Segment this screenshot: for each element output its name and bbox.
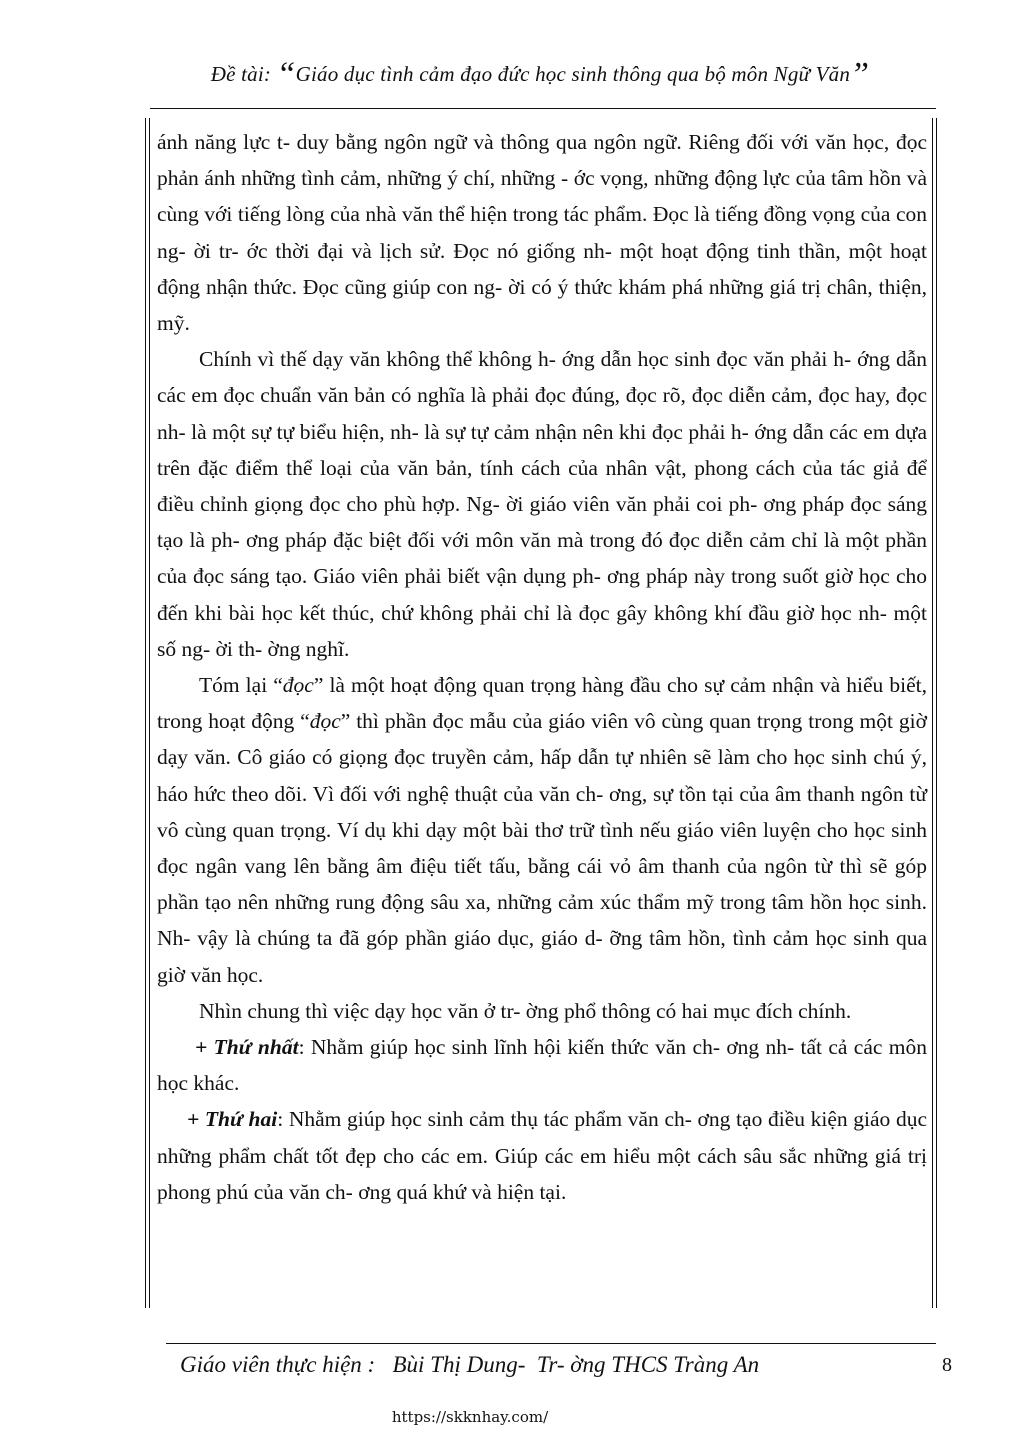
header-prefix: Đề tài: <box>210 62 277 86</box>
paragraph-2: Chính vì thế dạy văn không thể không h- ớng dẫn học sinh đọc văn phải h- ớng dẫn các em đọc chuẩn văn bản có nghĩa là phải đọc đúng, đọc rõ, đọc diễn cảm, đọc hay, đọc nh- là một sự tự biểu hiện, nh- là sự tự cảm nhận nên khi đọc phải h- ớng dẫn các em dựa trên đặc điểm thể loại của văn bản, tính cách của nhân vật, phong cách của tác giả để điều chỉnh giọng đọc cho phù hợp. Ng- ời giáo viên văn phải coi ph- ơng pháp đọc sáng tạo là ph- ơng pháp đặc biệt đối với môn văn mà trong đó đọc diễn cảm chỉ là một phần của đọc sáng tạo. Giáo viên phải biết vận dụng ph- ơng pháp này trong suốt giờ học cho đến khi bài học kết thúc, chứ không phải chỉ là đọc gây không khí đầu giờ học nh- một số ng- ời th- ờng nghĩ. <box>157 347 927 661</box>
p6-label: + Thứ hai <box>187 1107 278 1132</box>
paragraph-6 <box>157 1101 927 1210</box>
p3-part-b: ” là một hoạt động quan trọng hàng đầu cho sự cảm nhận và hiểu biết, trong hoạt động “ <box>157 673 927 734</box>
p5-label: + Thứ nhất <box>195 1035 299 1060</box>
header-title: Giáo dục tình cảm đạo đức học sinh thông qua bộ môn Ngữ Văn <box>295 62 851 86</box>
header-rule <box>150 108 936 109</box>
left-border <box>145 118 150 1308</box>
paragraph-5 <box>157 1029 927 1101</box>
paragraph-4: Nhìn chung thì việc dạy học văn ở tr- ờng phổ thông có hai mục đích chính. <box>199 998 852 1023</box>
header-open-quote: “ <box>276 56 296 93</box>
footer-rule <box>166 1343 936 1344</box>
p6-text: : Nhằm giúp học sinh cảm thụ tác phẩm văn ch- ơng tạo điều kiện giáo dục những phẩm chất tốt đẹp cho các em. Giúp các em hiểu một cách sâu sắc những giá trị phong phú của văn ch- ơng quá khứ và hiện tại. <box>157 1107 928 1204</box>
p3-part-c: ” thì phần đọc mẫu của giáo viên vô cùng quan trọng trong một giờ dạy văn. Cô giáo có giọng đọc truyền cảm, hấp dẫn tự nhiên sẽ làm cho học sinh chú ý, háo hức theo dõi. Vì đối với nghệ thuật của văn ch- ơng, sự tồn tại của âm thanh ngôn từ vô cùng quan trọng. Ví dụ khi dạy một bài thơ trữ tình nếu giáo viên luyện cho học sinh đọc ngân vang lên bằng âm điệu tiết tấu, bằng cái vỏ âm thanh của ngôn từ thì sẽ góp phần tạo nên những rung động sâu xa, những cảm xúc thẩm mỹ trong tâm hồn học sinh. Nh- vậy là chúng ta đã góp phần giáo dục, giáo d- ỡng tâm hồn, tình cảm học sinh qua giờ văn học. <box>157 709 927 987</box>
source-url[interactable]: https://skknhay.com/ <box>391 1408 549 1426</box>
right-border <box>932 118 937 1308</box>
p3-emphasis-1: đọc <box>282 673 314 698</box>
p3-part-a: Tóm lại “ <box>199 673 283 698</box>
document-body <box>157 124 927 1210</box>
footer-teacher: Giáo viên thực hiện : Bùi Thị Dung- Tr- ờng THCS Tràng An <box>180 1352 760 1377</box>
p5-text: : Nhằm giúp học sinh lĩnh hội kiến thức văn ch- ơng nh- tất cả các môn học khác. <box>157 1035 927 1096</box>
p3-emphasis-2: đọc <box>309 709 341 734</box>
header-close-quote: ” <box>850 56 870 93</box>
paragraph-1: ánh năng lực t- duy bằng ngôn ngữ và thông qua ngôn ngữ. Riêng đối với văn học, đọc phản ánh những tình cảm, những ý chí, những - ớc vọng, những động lực của tâm hồn và cùng với tiếng lòng của nhà văn thể hiện trong tác phẩm. Đọc là tiếng đồng vọng của con ng- ời tr- ớc thời đại và lịch sử. Đọc nó giống nh- một hoạt động tinh thần, một hoạt động nhận thức. Đọc cũng giúp con ng- ời có ý thức khám phá những giá trị chân, thiện, mỹ. <box>157 130 927 336</box>
paragraph-3 <box>157 667 927 993</box>
page-header <box>160 56 920 93</box>
page-number: 8 <box>942 1354 952 1376</box>
